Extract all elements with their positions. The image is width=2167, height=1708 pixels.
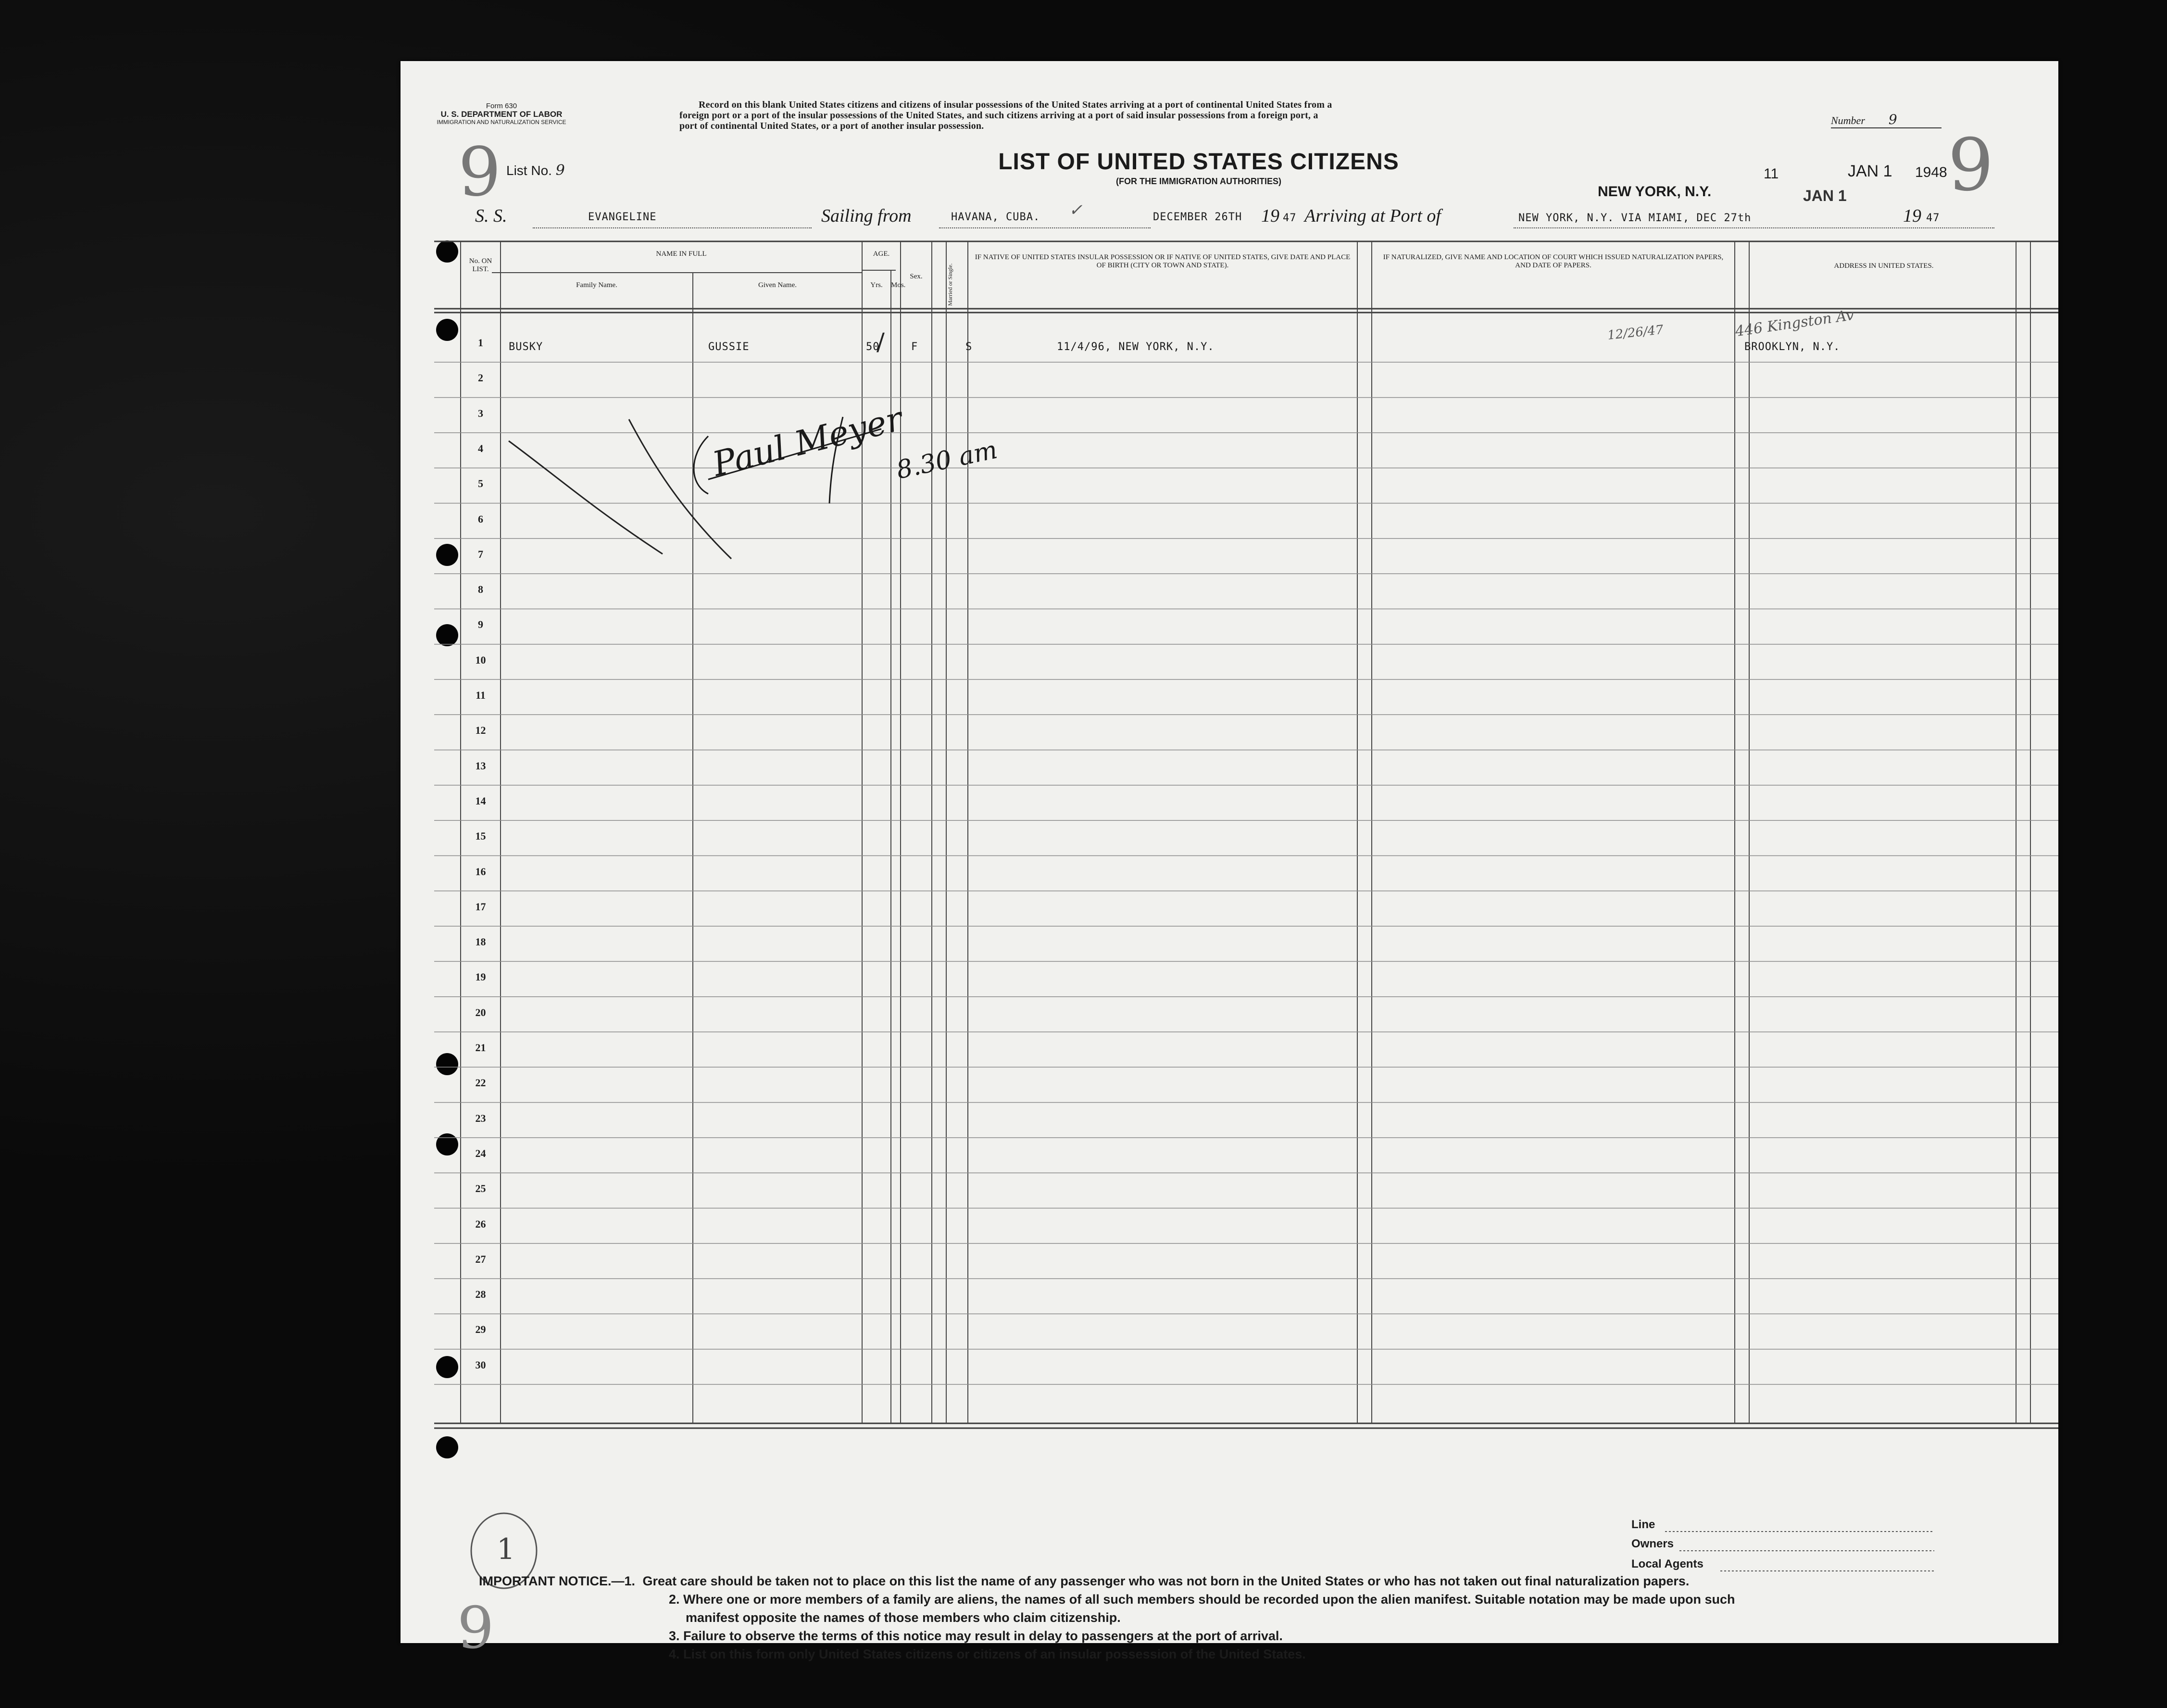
- service-name: IMMIGRATION AND NATURALIZATION SERVICE: [437, 119, 566, 126]
- important-notice: [479, 1572, 2046, 1663]
- arriving-port: NEW YORK, N.Y. VIA MIAMI, DEC 27th: [1518, 212, 1752, 224]
- record-line-3: port of continental United States, or a port of another insular possession.: [679, 121, 984, 131]
- footer-local-agents-label: Local Agents: [1631, 1557, 1704, 1570]
- stamp-year: 1948: [1915, 164, 1947, 180]
- col-given-name: Given Name.: [758, 281, 797, 289]
- entry-given-name: GUSSIE: [708, 341, 750, 353]
- notice-heading: IMPORTANT NOTICE.—1.: [479, 1574, 636, 1588]
- arrival-year-prefix: 19: [1903, 206, 1921, 226]
- stamp-number: 11: [1764, 166, 1779, 182]
- row-number: 15: [475, 830, 486, 842]
- sailing-from-label: Sailing from: [821, 206, 912, 226]
- notice-item-3: 3. Failure to observe the terms of this notice may result in delay to passengers at the port of arrival.: [669, 1629, 1283, 1643]
- port-stamp: NEW YORK, N.Y.: [1598, 184, 1712, 200]
- row-number: 24: [475, 1147, 486, 1159]
- row-number: 11: [476, 689, 486, 701]
- notice-item-2: 2. Where one or more members of a family are aliens, the names of all such members should be recorded upon the alien manifest. Suitable notation may be made upon such: [669, 1592, 1735, 1607]
- col-no-on-list: No. ON LIST.: [469, 257, 492, 273]
- circled-number-text: 1: [497, 1532, 515, 1566]
- row-number: 7: [478, 548, 483, 560]
- row-number: 3: [478, 407, 483, 419]
- entry-birth: 11/4/96, NEW YORK, N.Y.: [1057, 341, 1215, 353]
- row-number: 23: [475, 1112, 486, 1124]
- col-family-name: Family Name.: [576, 281, 617, 289]
- col-address: ADDRESS IN UNITED STATES.: [1834, 262, 1934, 270]
- row-number: 29: [475, 1323, 486, 1336]
- row-number: 30: [475, 1358, 486, 1371]
- row-number: 21: [475, 1042, 486, 1054]
- arriving-label: Arriving at Port of: [1304, 206, 1441, 226]
- entry-marital: S: [965, 341, 973, 353]
- row-number: 25: [475, 1182, 486, 1195]
- row-number: 19: [475, 971, 486, 983]
- row-number: 14: [475, 794, 486, 807]
- col-native-birth: IF NATIVE OF UNITED STATES INSULAR POSSESSION OR IF NATIVE OF UNITED STATES, GIVE DATE AND PLACE OF BIRTH (CITY OR TOWN AND STATE).: [975, 253, 1351, 269]
- row-number: 1: [478, 337, 483, 349]
- col-yrs: Yrs.: [870, 281, 883, 289]
- number-label: Number: [1831, 114, 1865, 126]
- footer-line-label: Line: [1631, 1518, 1655, 1531]
- check-mark: ✓: [1069, 201, 1083, 220]
- notice-item-1: Great care should be taken not to place on this list the name of any passenger who was not born in the United States or who has not taken out final naturalization papers.: [642, 1574, 1690, 1588]
- list-no-label: List No.: [506, 163, 552, 178]
- sailing-year-prefix: 19: [1261, 206, 1279, 226]
- age-slash-mark: /: [877, 328, 885, 356]
- row-number: 27: [475, 1253, 486, 1265]
- col-name-in-full: NAME IN FULL: [656, 250, 707, 258]
- stamp-date-second: JAN 1: [1803, 187, 1847, 204]
- manifest-sheet: [401, 61, 2058, 1662]
- row-number: 9: [478, 618, 483, 631]
- sailing-year-suffix: 47: [1283, 212, 1297, 224]
- form-number: Form 630: [486, 102, 517, 110]
- row-number: 16: [475, 865, 486, 878]
- notice-item-2-cont: manifest opposite the names of those members who claim citizenship.: [686, 1610, 1121, 1625]
- row-number: 28: [475, 1288, 486, 1301]
- row-number: 26: [475, 1218, 486, 1230]
- arrival-year-suffix: 47: [1926, 212, 1940, 224]
- entry-family-name: BUSKY: [509, 341, 543, 353]
- record-line-2: foreign port or a port of the insular possessions of the United States, and such citizens arriving at a port of said insular possessions from a foreign port, a: [679, 110, 1318, 121]
- naturalized-date-note: 12/26/47: [1606, 322, 1665, 343]
- list-no-value: 9: [555, 162, 565, 179]
- row-number: 22: [475, 1077, 486, 1089]
- row-number: 6: [478, 513, 483, 525]
- inspection-time: 8.30 am: [894, 435, 1000, 485]
- row-number: 13: [475, 759, 486, 772]
- handwritten-nine-bottom: 9: [457, 1595, 494, 1662]
- handwritten-nine-right: 9: [1948, 124, 1994, 207]
- row-number: 5: [478, 477, 483, 490]
- entry-address: BROOKLYN, N.Y.: [1744, 341, 1841, 353]
- col-age: AGE.: [873, 250, 890, 258]
- department-name: U. S. DEPARTMENT OF LABOR: [440, 110, 563, 119]
- sailing-from: HAVANA, CUBA.: [951, 211, 1040, 223]
- sailing-date: DECEMBER 26TH: [1153, 211, 1242, 223]
- col-mos: Mos.: [891, 281, 906, 289]
- row-number: 17: [475, 900, 486, 913]
- row-number: 8: [478, 583, 483, 596]
- row-number: 4: [478, 442, 483, 454]
- stamp-date: JAN 1: [1848, 162, 1892, 180]
- notice-item-4: 4. List on this form only United States citizens or citizens of an insular possession of the United States.: [669, 1647, 1306, 1661]
- row-number: 12: [475, 724, 486, 737]
- row-number: 10: [475, 653, 486, 666]
- entry-age-years: 50: [866, 341, 880, 353]
- handwritten-nine-left: 9: [458, 133, 501, 212]
- ss-label: S. S.: [475, 206, 507, 226]
- page-title: LIST OF UNITED STATES CITIZENS: [998, 149, 1399, 175]
- ship-name: EVANGELINE: [588, 211, 657, 223]
- table-grid: [401, 61, 2058, 1643]
- footer-owners-label: Owners: [1631, 1537, 1674, 1550]
- entry-sex: F: [911, 341, 918, 353]
- row-number: 20: [475, 1006, 486, 1018]
- col-sex: Sex.: [910, 273, 923, 280]
- inspector-signature: Paul Meyer: [709, 399, 906, 484]
- page-subtitle: (FOR THE IMMIGRATION AUTHORITIES): [1116, 176, 1281, 186]
- col-married-or-single: Married or Single.: [947, 263, 953, 306]
- row-number: 18: [475, 936, 486, 948]
- entry-address-handwritten: 446 Kingston Av: [1734, 306, 1855, 340]
- row-number: 2: [478, 372, 483, 384]
- cancel-strokes: [509, 419, 731, 559]
- col-naturalized: IF NATURALIZED, GIVE NAME AND LOCATION OF COURT WHICH ISSUED NATURALIZATION PAPERS, AND DATE OF PAPERS.: [1383, 253, 1724, 269]
- number-value: 9: [1888, 112, 1897, 127]
- record-line-1: Record on this blank United States citizens and citizens of insular possessions of the United States arriving at a port of continental United States from a: [699, 100, 1332, 110]
